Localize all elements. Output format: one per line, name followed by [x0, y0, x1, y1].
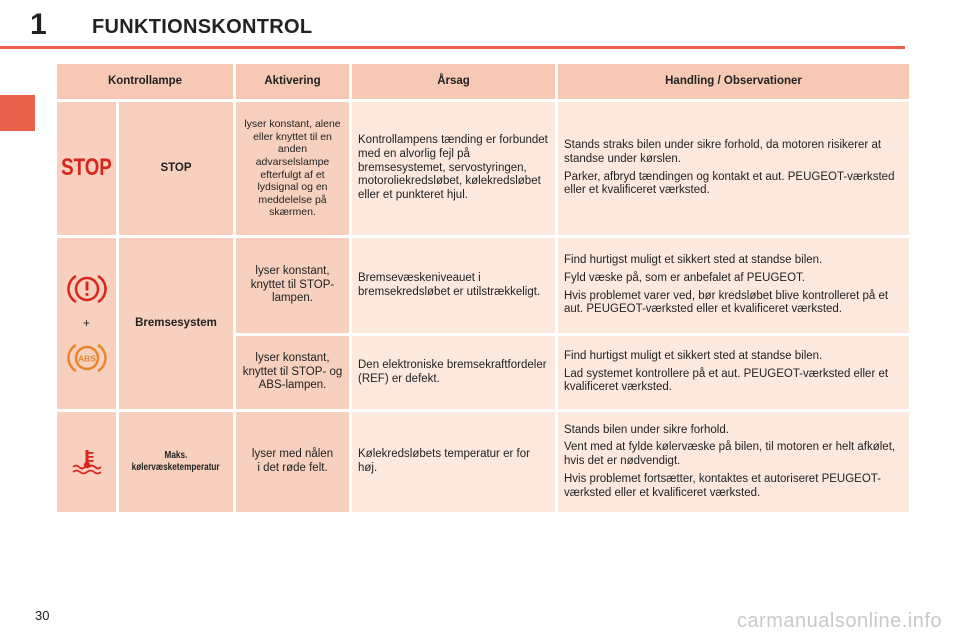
- lamp-name-coolant-line2: kølervæsketemperatur: [132, 462, 220, 473]
- header-kontrollampe: Kontrollampe: [57, 64, 233, 99]
- brake-actions-1: [558, 238, 909, 333]
- brake-cause-1: Bremsevæskeniveauet i bremsekredsløbet er utilstrækkeligt.: [352, 238, 555, 333]
- page-number: 30: [35, 608, 50, 623]
- brake-action-1-3: Hvis problemet varer ved, bør kredsløbet blive kontrolleret på et aut. PEUGEOT-værksted eller et kvalificeret værksted.: [564, 289, 889, 316]
- header-handling: Handling / Observationer: [558, 64, 909, 99]
- coolant-actions: [558, 412, 909, 512]
- warning-lamp-table: [57, 64, 903, 508]
- stop-activation: lyser konstant, alene eller knyttet til en anden advarselslampe efterfulgt af et lydsignal og en meddelelse på skærmen.: [236, 102, 349, 235]
- stop-icon-cell: [57, 102, 116, 235]
- coolant-action-1: Stands bilen under sikre forhold.: [564, 423, 729, 436]
- coolant-action-3: Hvis problemet fortsætter, kontaktes et autoriseret PEUGEOT-værksted eller et kvalificeret værksted.: [564, 472, 882, 499]
- coolant-name-cell: [119, 412, 233, 512]
- coolant-temperature-icon: [70, 448, 104, 476]
- brake-action-2-2: Lad systemet kontrollere på et aut. PEUGEOT-værksted eller et kvalificeret værksted.: [564, 367, 889, 394]
- lamp-name-stop: STOP: [160, 161, 192, 174]
- brake-activation-2: lyser konstant, knyttet til STOP- og ABS-lampen.: [236, 336, 349, 409]
- chapter-side-tab: [0, 95, 35, 131]
- header-aktivering: Aktivering: [236, 64, 349, 99]
- chapter-title: FUNKTIONSKONTROL: [92, 16, 313, 38]
- coolant-icon-cell: [57, 412, 116, 512]
- header-arsag: Årsag: [352, 64, 555, 99]
- brake-action-2-1: Find hurtigst muligt et sikkert sted at standse bilen.: [564, 349, 823, 362]
- brake-cause-2: Den elektroniske bremsekraftfordeler (REF) er defekt.: [352, 336, 555, 409]
- brake-icon-cell: [57, 238, 116, 409]
- brake-warning-icon: [67, 272, 107, 306]
- coolant-activation: lyser med nålen i det røde felt.: [236, 412, 349, 512]
- stop-warning-icon: STOP: [61, 154, 112, 182]
- stop-action-2: Parker, afbryd tændingen og kontakt et aut. PEUGEOT-værksted eller et kvalificeret værksted.: [564, 170, 895, 197]
- watermark: carmanualsonline.info: [736, 610, 942, 632]
- coolant-cause: Kølekredsløbets temperatur er for høj.: [352, 412, 555, 512]
- brake-action-1-1: Find hurtigst muligt et sikkert sted at standse bilen.: [564, 253, 823, 266]
- brake-activation-1: lyser konstant, knyttet til STOP-lampen.: [236, 238, 349, 333]
- brake-actions-2: [558, 336, 909, 409]
- plus-sign: +: [82, 316, 90, 331]
- stop-actions: [558, 102, 909, 235]
- brake-name-cell: [119, 238, 233, 409]
- stop-name-cell: [119, 102, 233, 235]
- lamp-name-coolant-line1: Maks.: [164, 450, 188, 461]
- lamp-name-brake: Bremsesystem: [135, 316, 217, 329]
- brake-action-1-2: Fyld væske på, som er anbefalet af PEUGEOT.: [564, 271, 805, 284]
- header-rule: [0, 46, 905, 49]
- abs-icon-label: ABS: [77, 353, 96, 364]
- stop-cause: Kontrollampens tænding er forbundet med en alvorlig fejl på bremsesystemet, servostyringen, motoroliekredsløbet, kølekredsløbet eller et punkteret hjul.: [352, 102, 555, 235]
- coolant-action-2: Vent med at fylde kølervæske på bilen, til motoren er helt afkølet, hvis det er nødvendigt.: [564, 441, 896, 468]
- stop-action-1: Stands straks bilen under sikre forhold, da motoren risikerer at standse under kørslen.: [564, 138, 882, 165]
- abs-warning-icon: [67, 341, 107, 375]
- chapter-number: 1: [30, 8, 47, 41]
